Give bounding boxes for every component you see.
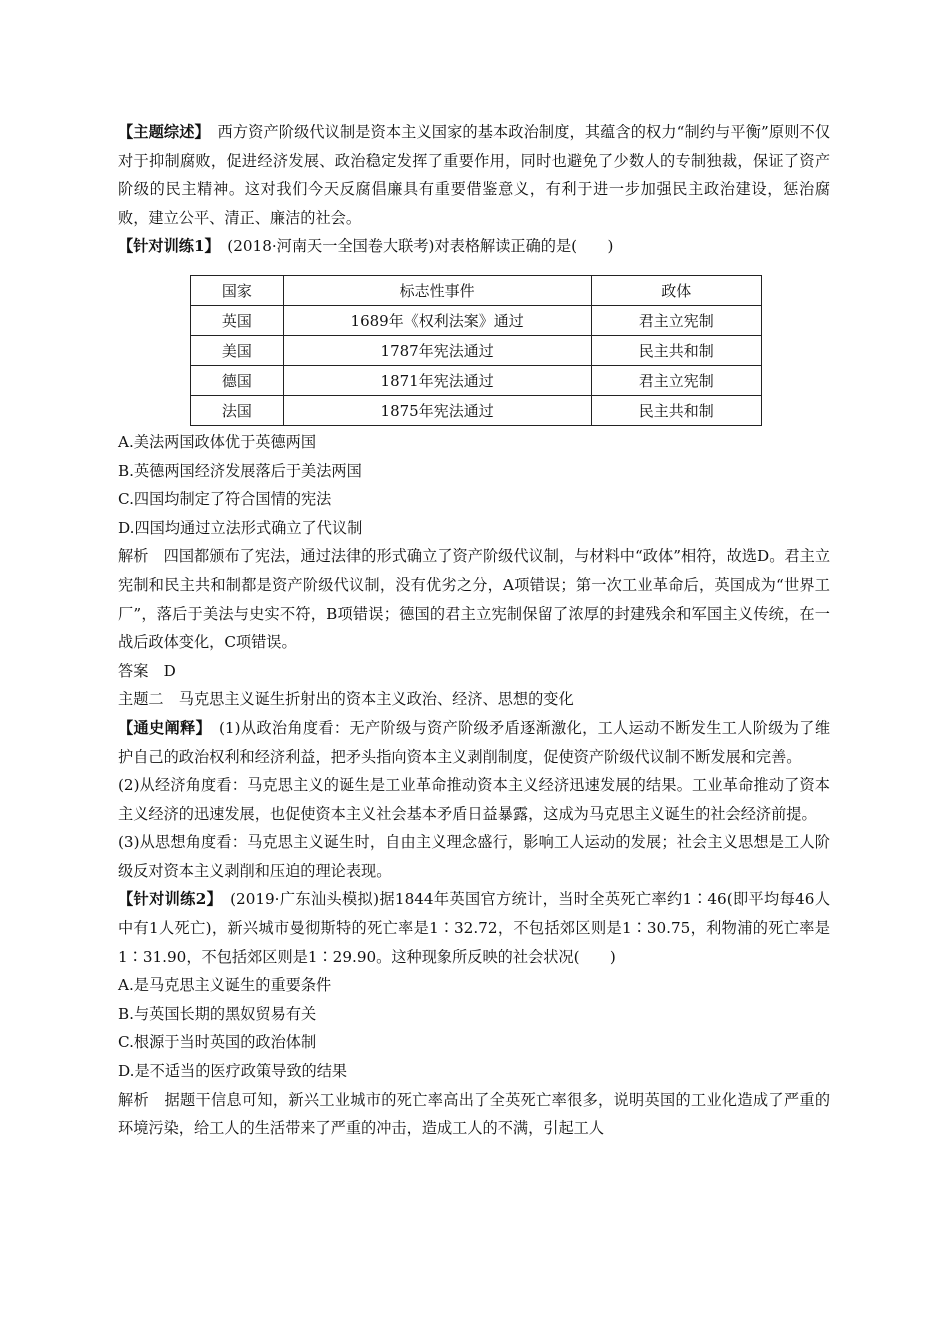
table-cell: 法国 xyxy=(191,395,284,425)
q1-answer-paragraph xyxy=(118,657,830,686)
q1-analysis-paragraph xyxy=(118,542,830,656)
q2-option-d: D.是不适当的医疗政策导致的结果 xyxy=(118,1062,348,1081)
table-header-row xyxy=(191,275,762,305)
q2-label: 【针对训练2】 xyxy=(118,890,215,909)
q1-answer-value: D xyxy=(163,661,176,680)
q1-analysis-text: 四国都颁布了宪法，通过法律的形式确立了资产阶级代议制，与材料中“政体”相符，故选D。君主立宪制和民主共和制都是资产阶级代议制，没有优劣之分，A项错误；第一次工业革命后，英国成为“世界工厂”，落后于美法与史实不符，B项错误；德国的君主立宪制保留了浓厚的封建残余和军国主义传统，在一战后政体变化，C项错误。 xyxy=(118,547,831,652)
q2-analysis-label: 解析 xyxy=(118,1090,149,1109)
table-row xyxy=(191,305,762,335)
table-row xyxy=(191,395,762,425)
q1-option-b: B.英德两国经济发展落后于美法两国 xyxy=(118,461,362,480)
table-cell: 君主立宪制 xyxy=(591,365,761,395)
table-cell: 德国 xyxy=(191,365,284,395)
q1-label: 【针对训练1】 xyxy=(118,237,213,256)
q1-answer-label: 答案 xyxy=(118,661,149,680)
table-cell: 英国 xyxy=(191,305,284,335)
theme2-point1: (1)从政治角度看：无产阶级与资产阶级矛盾逐渐激化，工人运动不断发生工人阶级为了维护自己的政治权利和经济利益，把矛头指向资本主义剥削制度，促使资产阶级代议制不断发展和完善。 xyxy=(118,718,831,766)
table-row xyxy=(191,335,762,365)
q1-stem: (2018·河南天一全国卷大联考)对表格解读正确的是( ) xyxy=(227,237,614,256)
table-header-cell: 标志性事件 xyxy=(283,275,591,305)
intro-text: 西方资产阶级代议制是资本主义国家的基本政治制度，其蕴含的权力“制约与平衡”原则不仅对于抑制腐败，促进经济发展、政治稳定发挥了重要作用，同时也避免了少数人的专制独裁，保证了资产阶级的民主精神。这对我们今天反腐倡廉具有重要借鉴意义，有利于进一步加强民主政治建设，惩治腐败，建立公平、清正、廉洁的社会。 xyxy=(118,123,831,227)
q1-table xyxy=(190,275,762,426)
theme2-point1-paragraph xyxy=(118,714,830,771)
theme2-point3: (3)从思想角度看：马克思主义诞生时，自由主义理念盛行，影响工人运动的发展；社会主义思想是工人阶级反对资本主义剥削和压迫的理论表现。 xyxy=(118,833,830,880)
q2-option-a: A.是马克思主义诞生的重要条件 xyxy=(118,976,332,995)
intro-paragraph xyxy=(118,118,830,232)
theme2-label: 【通史阐释】 xyxy=(118,718,204,737)
q2-analysis-paragraph xyxy=(118,1086,830,1143)
table-cell: 君主立宪制 xyxy=(591,305,761,335)
table-cell: 民主共和制 xyxy=(591,395,761,425)
table-header-cell: 国家 xyxy=(191,275,284,305)
table-cell: 民主共和制 xyxy=(591,335,761,365)
table-cell: 1787年宪法通过 xyxy=(283,335,591,365)
table-row xyxy=(191,365,762,395)
table-header-cell: 政体 xyxy=(591,275,761,305)
document-page xyxy=(118,118,830,1143)
q2-option-c: C.根源于当时英国的政治体制 xyxy=(118,1033,317,1052)
q2-analysis-text: 据题干信息可知，新兴工业城市的死亡率高出了全英死亡率很多，说明英国的工业化造成了严重的环境污染，给工人的生活带来了严重的冲击，造成工人的不满，引起工人 xyxy=(118,1090,831,1138)
table-cell: 1871年宪法通过 xyxy=(283,365,591,395)
intro-label: 【主题综述】 xyxy=(118,123,203,141)
q2-stem-paragraph xyxy=(118,885,830,971)
table-cell: 美国 xyxy=(191,335,284,365)
theme2-point2: (2)从经济角度看：马克思主义的诞生是工业革命推动资本主义经济迅速发展的结果。工业革命推动了资本主义经济的迅速发展，也促使资本主义社会基本矛盾日益暴露，这成为马克思主义诞生的社会经济前提。 xyxy=(118,776,830,823)
q1-analysis-label: 解析 xyxy=(118,547,149,566)
theme2-title: 主题二 马克思主义诞生折射出的资本主义政治、经济、思想的变化 xyxy=(118,690,574,709)
q1-option-d: D.四国均通过立法形式确立了代议制 xyxy=(118,518,363,537)
q1-option-c: C.四国均制定了符合国情的宪法 xyxy=(118,490,332,509)
table-cell: 1689年《权利法案》通过 xyxy=(283,305,591,335)
q2-option-b: B.与英国长期的黑奴贸易有关 xyxy=(118,1004,317,1023)
q1-stem-paragraph xyxy=(118,232,830,261)
q1-option-a: A.美法两国政体优于英德两国 xyxy=(118,432,317,451)
table-cell: 1875年宪法通过 xyxy=(283,395,591,425)
q2-stem: (2019·广东汕头模拟)据1844年英国官方统计，当时全英死亡率约1∶46(即平均每46人中有1人死亡)，新兴城市曼彻斯特的死亡率是1∶32.72，不包括郊区则是1∶30.75，利物浦的死亡率是1∶31.90，不包括郊区则是1∶29.90。这种现象所反映的社会状况( ) xyxy=(118,890,831,966)
